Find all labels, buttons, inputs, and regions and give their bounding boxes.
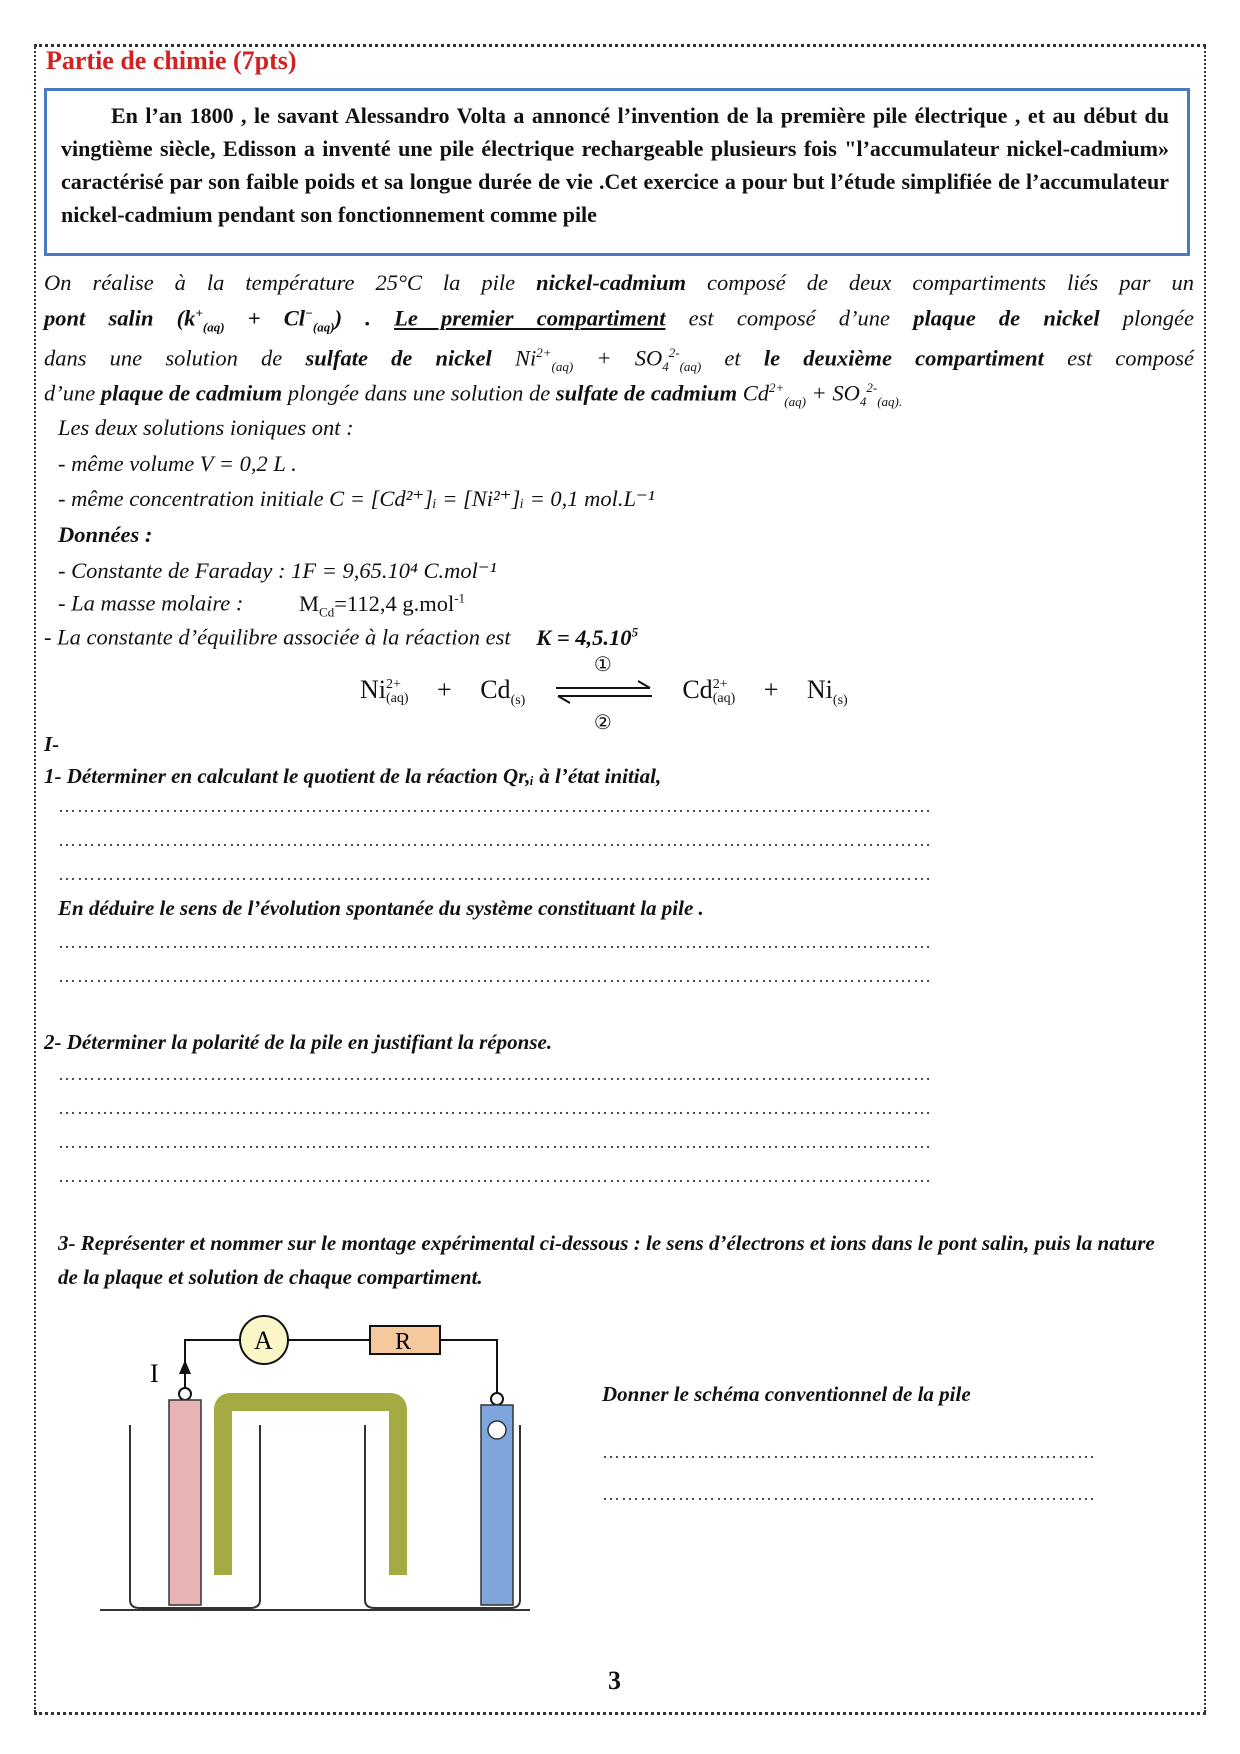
question-2: 2- Déterminer la polarité de la pile en justifiant la réponse. [44,1030,553,1054]
answer-line[interactable]: ………………………………………………………………………………………………………………………… [58,830,932,850]
reaction-equation: Ni2+ $(aq) + Cd_{(s)}$ ① ② Cd2+ $(aq) + Ni_{(s)}$ [360,654,848,734]
page-border-left [34,44,36,1712]
answer-line[interactable]: ………………………………………………………………………………………………………………………… [58,1166,932,1186]
question-3: 3- Représenter et nommer sur le montage expérimental ci-dessous : le sens d’électrons et ions dans le pont salin, puis la nature de la plaque et solution de chaque compartiment. [58,1231,1155,1289]
nickel-electrode-icon [169,1400,201,1605]
section-title: Partie de chimie (7pts) [46,46,297,75]
solutions-title: Les deux solutions ioniques ont : [58,415,354,440]
ammeter-label: A [254,1326,273,1355]
answer-line[interactable]: ………………………………………………………………………………………………………………………… [58,864,932,884]
experimental-setup-diagram [100,1320,600,1630]
concentration-line: - même concentration initiale C = [Cd²⁺]ᵢ = [Ni²⁺]ᵢ = 0,1 mol.L⁻¹ [58,486,655,511]
answer-line[interactable]: ………………………………………………………………………………………………………………………… [58,966,932,986]
section-label: I- [44,732,60,756]
page-border-bottom [34,1712,1206,1715]
masse-line: - La masse molaire : $M_{Cd}=112,4$ g.mol$^{-1}$ [58,590,466,619]
para-line-3: dans une solution de sulfate de nickel $Ni^{2+}_{(aq)} + SO_4^{2-}_{(aq)}$ et le deuxième compartiment est composé [44,345,1194,374]
para-line-1: On réalise à la température 25°C la pile nickel-cadmium composé de deux compartiments liés par un [44,270,1194,295]
para-line-2: pont salin $(k^+_{(aq)} + Cl^-_{(aq)})$ . Le premier compartiment est composé d’une plaque de nickel plongée [44,305,1194,334]
answer-line[interactable]: ………………………………………………………………………………………………………………………… [58,1064,932,1084]
schema-prompt: Donner le schéma conventionnel de la pile [602,1382,971,1406]
intro-box [44,88,1190,256]
question-1: 1- Déterminer en calculant le quotient de la réaction Qr,ᵢ à l’état initial, [44,764,662,788]
page-border-right [1204,44,1206,1712]
intro-text: En l’an 1800 , le savant Alessandro Volta a annoncé l’invention de la première pile électrique , et au début du vingtième siècle, Edisson a inventé une pile électrique rechargeable plusieurs fois "l’accumulateur nickel-cadmium» caractérisé par son faible poids et sa longue durée de vie .Cet exercice a pour but l’étude simplifiée de l’accumulateur nickel-cadmium pendant son fonctionnement comme pile [61,103,1169,227]
page-number: 3 [608,1666,621,1695]
current-label: I [150,1359,159,1388]
answer-line[interactable]: ………………………………………………………………………………………………………………………… [58,1098,932,1118]
donnees-heading: Données : [58,522,153,547]
faraday-line: - Constante de Faraday : 1F = 9,65.10⁴ C.mol⁻¹ [58,558,497,583]
answer-line[interactable]: …………………………………………………………………… [602,1484,1096,1504]
answer-line[interactable]: ………………………………………………………………………………………………………………………… [58,1132,932,1152]
equilibrium-arrows: ① ② [554,672,654,712]
volume-line: - même volume V = 0,2 L . [58,451,297,476]
salt-bridge-icon [223,1402,398,1575]
answer-line[interactable]: …………………………………………………………………… [602,1442,1096,1462]
k-line: - La constante d’équilibre associée à la réaction est $K = 4,5.10^5$ [44,624,639,650]
current-arrow-icon [179,1360,191,1374]
answer-line[interactable]: ………………………………………………………………………………………………………………………… [58,932,932,952]
para-line-4: d’une plaque de cadmium plongée dans une solution de sulfate de cadmium $Cd^{2+}_{(aq)} + SO_4^{2-}_{(aq).}$ [44,380,903,409]
question-1b: En déduire le sens de l’évolution spontanée du système constituant la pile . [58,896,704,920]
answer-line[interactable]: ………………………………………………………………………………………………………………………… [58,796,932,816]
resistor-label: R [395,1329,412,1355]
